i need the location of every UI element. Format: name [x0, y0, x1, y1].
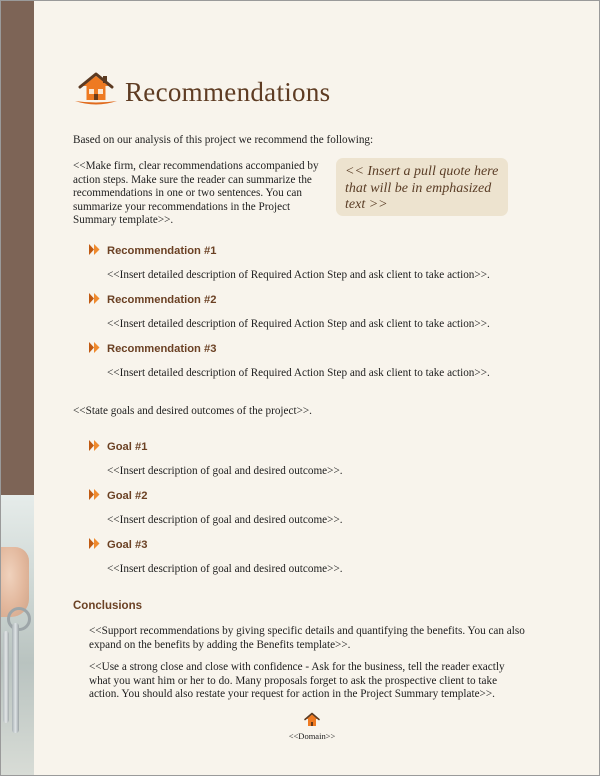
key-image — [3, 631, 9, 723]
chevron-bullet-icon — [89, 440, 100, 451]
goals-intro-text: <<State goals and desired outcomes of the project>>. — [73, 405, 312, 417]
sidebar-strip — [1, 1, 34, 495]
goal-title: Goal #1 — [107, 441, 148, 453]
recommendation-title: Recommendation #3 — [107, 343, 217, 355]
intro-text: Based on our analysis of this project we recommend the following: — [73, 134, 374, 146]
goal-title: Goal #2 — [107, 490, 148, 502]
goal-description: <<Insert description of goal and desired outcome>>. — [107, 465, 343, 477]
pull-quote-box — [336, 158, 508, 216]
recommendation-title: Recommendation #2 — [107, 294, 217, 306]
conclusions-paragraph: <<Use a strong close and close with confidence - Ask for the business, tell the reader exactly what you want him or her to do. Many proposals forget to ask the prospective client to take action. You should also restate your request for action in the Project Summary template>>. — [89, 661, 505, 701]
chevron-bullet-icon — [89, 342, 100, 353]
chevron-bullet-icon — [89, 538, 100, 549]
footer-house-icon — [303, 712, 321, 728]
recommendation-heading — [89, 293, 216, 307]
recommendation-description: <<Insert detailed description of Required Action Step and ask client to take action>>. — [107, 367, 490, 379]
instructions-text: <<Make firm, clear recommendations accompanied by action steps. Make sure the reader can summarize the recommendations in one or two sentences. You can summarize your recommendations in the Project Summary template>>. — [73, 160, 319, 227]
goal-description: <<Insert description of goal and desired outcome>>. — [107, 514, 343, 526]
recommendation-description: <<Insert detailed description of Required Action Step and ask client to take action>>. — [107, 269, 490, 281]
goal-heading — [89, 489, 147, 503]
chevron-bullet-icon — [89, 244, 100, 255]
house-logo-icon — [73, 71, 119, 107]
recommendation-heading — [89, 244, 216, 258]
conclusions-heading: Conclusions — [73, 600, 143, 612]
key-image — [12, 623, 19, 733]
goal-title: Goal #3 — [107, 539, 148, 551]
footer-domain: <<Domain>> — [288, 731, 336, 741]
goal-description: <<Insert description of goal and desired outcome>>. — [107, 563, 343, 575]
key-ring-image — [7, 607, 31, 631]
goal-heading — [89, 538, 147, 552]
goal-heading — [89, 440, 147, 454]
recommendation-heading — [89, 342, 216, 356]
conclusions-paragraph: <<Support recommendations by giving specific details and quantifying the benefits. You can also expand on the benefits by adding the Benefits template>>. — [89, 625, 525, 651]
pull-quote-text: << Insert a pull quote here that will be in emphasized text >> — [345, 164, 499, 212]
chevron-bullet-icon — [89, 293, 100, 304]
chevron-bullet-icon — [89, 489, 100, 500]
recommendation-description: <<Insert detailed description of Required Action Step and ask client to take action>>. — [107, 318, 490, 330]
recommendation-title: Recommendation #1 — [107, 245, 217, 257]
page-title: Recommendations — [125, 77, 331, 107]
